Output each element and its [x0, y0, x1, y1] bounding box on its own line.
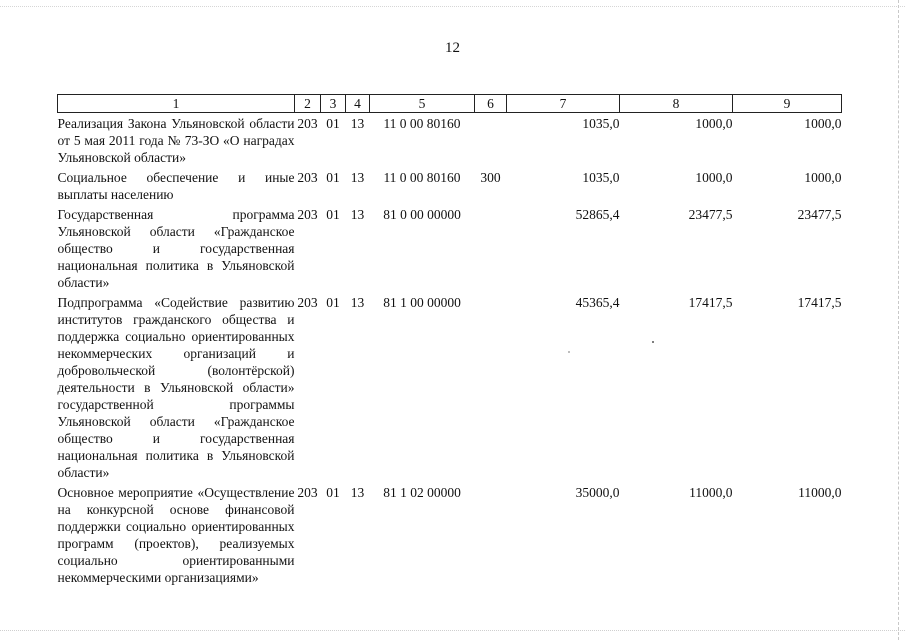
scan-edge-bottom — [0, 630, 905, 632]
table-row — [58, 167, 842, 204]
cell-amount-7: 1035,0 — [582, 170, 620, 185]
row-name: Основное мероприятие «Осуществление на конкурсной основе финансовой поддержки социально ориентированных программ (проектов), реализуемых социально ориентированными некоммерческими организациями» — [57, 485, 295, 585]
cell-code-3: 01 — [326, 116, 340, 131]
scan-edge-top — [0, 6, 905, 8]
cell-amount-9: 23477,5 — [797, 207, 842, 222]
cell-amount-7: 52865,4 — [575, 207, 620, 222]
cell-amount-9: 1000,0 — [804, 116, 842, 131]
column-header: 4 — [346, 95, 370, 113]
row-name: Реализация Закона Ульяновской области от 5 мая 2011 года № 73-ЗО «О наградах Ульяновской области» — [57, 116, 295, 165]
cell-code-6 — [475, 292, 507, 482]
page-number: 12 — [445, 40, 460, 56]
table-row — [58, 113, 842, 168]
table-header-row — [58, 95, 842, 113]
cell-code-2: 203 — [297, 207, 318, 222]
row-name: Государственная программа Ульяновской области «Гражданское общество и государственная национальная политика в Ульяновской области» — [57, 207, 295, 290]
cell-amount-9: 17417,5 — [797, 295, 842, 310]
cell-code-5: 81 1 02 00000 — [383, 485, 461, 500]
cell-code-3: 01 — [326, 295, 340, 310]
cell-amount-7: 45365,4 — [575, 295, 620, 310]
cell-amount-7: 1035,0 — [582, 116, 620, 131]
cell-code-4: 13 — [350, 116, 365, 131]
scan-edge-right — [897, 0, 899, 640]
cell-code-2: 203 — [297, 485, 318, 500]
cell-code-6: 300 — [480, 170, 501, 185]
table-row — [58, 204, 842, 292]
cell-amount-9: 1000,0 — [804, 170, 842, 185]
cell-code-5: 11 0 00 80160 — [383, 170, 461, 185]
column-header: 1 — [58, 95, 295, 113]
column-header: 2 — [295, 95, 321, 113]
cell-code-4: 13 — [350, 295, 365, 310]
scan-speck — [652, 341, 654, 343]
cell-code-6 — [475, 113, 507, 168]
cell-amount-8: 1000,0 — [695, 170, 733, 185]
budget-table — [57, 94, 842, 587]
cell-code-6 — [475, 482, 507, 587]
table-row — [58, 292, 842, 482]
cell-amount-8: 1000,0 — [695, 116, 733, 131]
cell-code-3: 01 — [326, 207, 340, 222]
cell-code-2: 203 — [297, 116, 318, 131]
column-header: 6 — [475, 95, 507, 113]
cell-code-3: 01 — [326, 170, 340, 185]
column-header: 7 — [507, 95, 620, 113]
column-header: 8 — [620, 95, 733, 113]
cell-amount-8: 11000,0 — [689, 485, 733, 500]
column-header: 5 — [370, 95, 475, 113]
cell-code-4: 13 — [350, 207, 365, 222]
cell-amount-9: 11000,0 — [798, 485, 842, 500]
scan-speck — [568, 351, 570, 353]
cell-amount-8: 23477,5 — [688, 207, 733, 222]
cell-code-4: 13 — [350, 485, 365, 500]
row-name: Подпрограмма «Содействие развитию институтов гражданского общества и поддержка социально ориентированных некоммерческих организаций и добровольческой (волонтёрской) деятельности в Ульяновской области» государственной программы Ульяновской области «Гражданское общество и государственная национальная политика в Ульяновской области» — [57, 295, 295, 480]
cell-code-5: 81 1 00 00000 — [383, 295, 461, 310]
cell-amount-7: 35000,0 — [575, 485, 620, 500]
cell-code-2: 203 — [297, 170, 318, 185]
table-row — [58, 482, 842, 587]
cell-code-6 — [475, 204, 507, 292]
cell-code-4: 13 — [350, 170, 365, 185]
column-header: 3 — [321, 95, 346, 113]
cell-code-3: 01 — [326, 485, 340, 500]
column-header: 9 — [733, 95, 842, 113]
cell-code-5: 11 0 00 80160 — [383, 116, 461, 131]
row-name: Социальное обеспечение и иные выплаты населению — [57, 170, 295, 202]
cell-amount-8: 17417,5 — [688, 295, 733, 310]
cell-code-5: 81 0 00 00000 — [383, 207, 461, 222]
cell-code-2: 203 — [297, 295, 318, 310]
